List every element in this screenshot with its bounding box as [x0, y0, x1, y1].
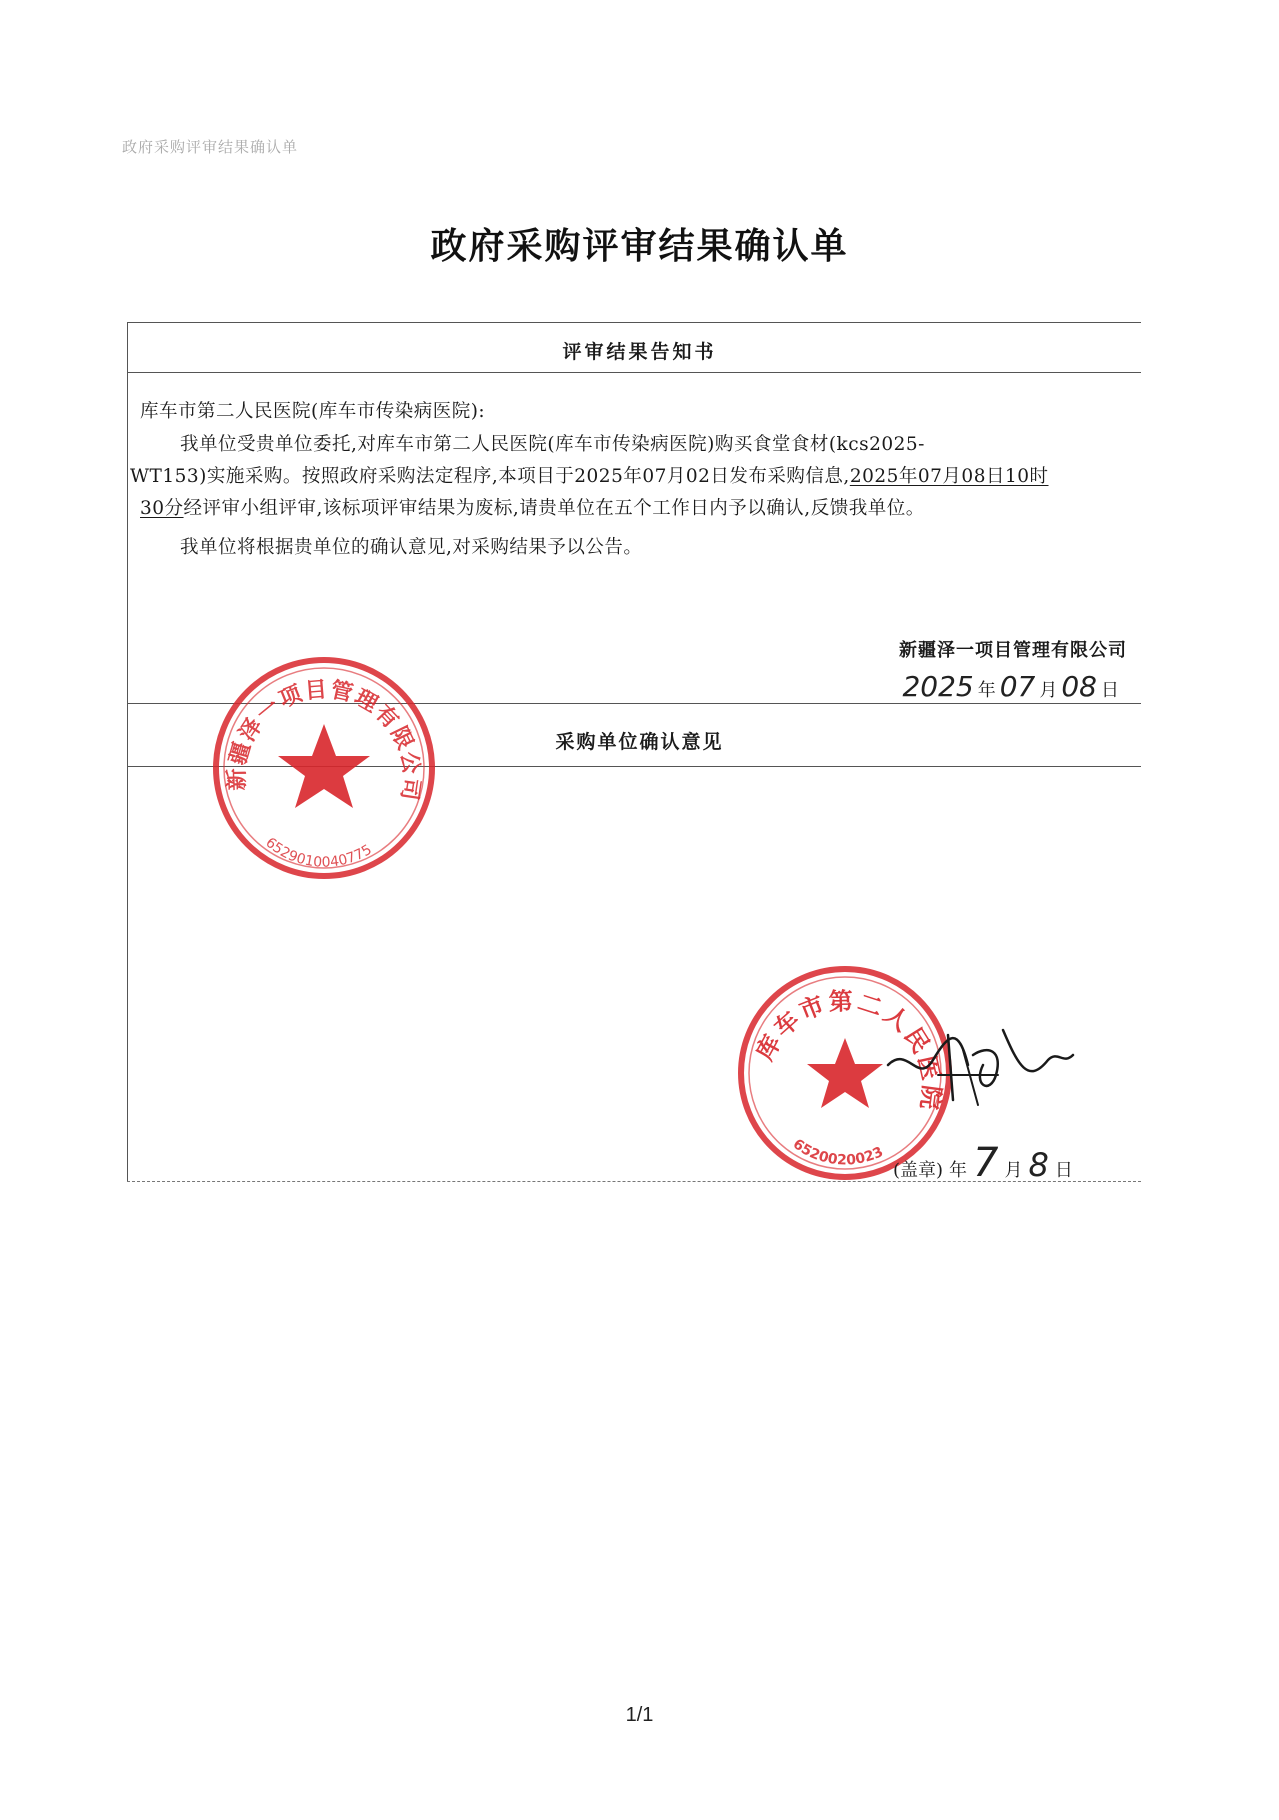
form-top-rule: [127, 322, 1141, 323]
addressee: 库车市第二人民医院(库车市传染病医院):: [140, 401, 486, 422]
issue-date-day: 08: [1061, 670, 1097, 703]
notice-line2-text: WT153)实施采购。按照政府采购法定程序,本项目于2025年07月02日发布采购信息,: [130, 466, 850, 487]
notice-paragraph-line1: 我单位受贵单位委托,对库车市第二人民医院(库车市传染病医院)购买食堂食材(kcs2025-: [180, 434, 925, 455]
notice-line3-text: 经评审小组评审,该标项评审结果为废标,请贵单位在五个工作日内予以确认,反馈我单位。: [183, 498, 925, 519]
heading-divider: [127, 372, 1141, 373]
issue-date-month-unit: 月: [1039, 680, 1058, 701]
issue-date-year: 2025: [902, 670, 974, 703]
agency-seal-code: 6529010040775: [262, 834, 375, 871]
page-number: 1/1: [625, 1704, 654, 1726]
confirm-date-day: 8: [1028, 1146, 1049, 1184]
confirm-date-year-unit: 年: [949, 1160, 968, 1181]
notice-paragraph-line4: 我单位将根据贵单位的确认意见,对采购结果予以公告。: [180, 537, 643, 558]
notice-paragraph-line3: [140, 494, 925, 520]
hospital-seal-star-icon: [807, 1038, 883, 1108]
confirm-heading: 采购单位确认意见: [555, 731, 724, 753]
page-title: 政府采购评审结果确认单: [430, 225, 849, 267]
issuing-company: 新疆泽一项目管理有限公司: [899, 640, 1127, 661]
header-note: 政府采购评审结果确认单: [122, 138, 299, 156]
agency-seal-text: 新疆泽一项目管理有限公司: [224, 677, 424, 804]
issue-date: [902, 670, 1119, 703]
review-datetime: 2025年07月08日10时: [849, 466, 1049, 487]
issue-date-day-unit: 日: [1101, 680, 1119, 701]
issue-date-year-unit: 年: [977, 680, 996, 701]
svg-text:6520020023: [790, 1136, 886, 1168]
confirm-date-month-unit: 月: [1004, 1160, 1023, 1181]
confirm-date-day-unit: 日: [1054, 1160, 1073, 1181]
hospital-seal-text: 库车市第二人民医院: [750, 987, 946, 1115]
notice-paragraph-line2: [130, 462, 1049, 488]
handwritten-signature: [878, 1005, 1088, 1115]
seal-star-icon: [278, 724, 370, 808]
notice-heading: 评审结果告知书: [562, 341, 717, 363]
confirm-date: [893, 1140, 1073, 1186]
agency-seal: [208, 652, 440, 884]
confirm-date-month: 7: [973, 1140, 999, 1186]
hospital-seal-code: 6520020023: [789, 1136, 886, 1169]
issue-date-month: 07: [999, 670, 1036, 703]
seal-label: (盖章): [893, 1160, 944, 1181]
review-minute: 30分: [140, 498, 184, 519]
